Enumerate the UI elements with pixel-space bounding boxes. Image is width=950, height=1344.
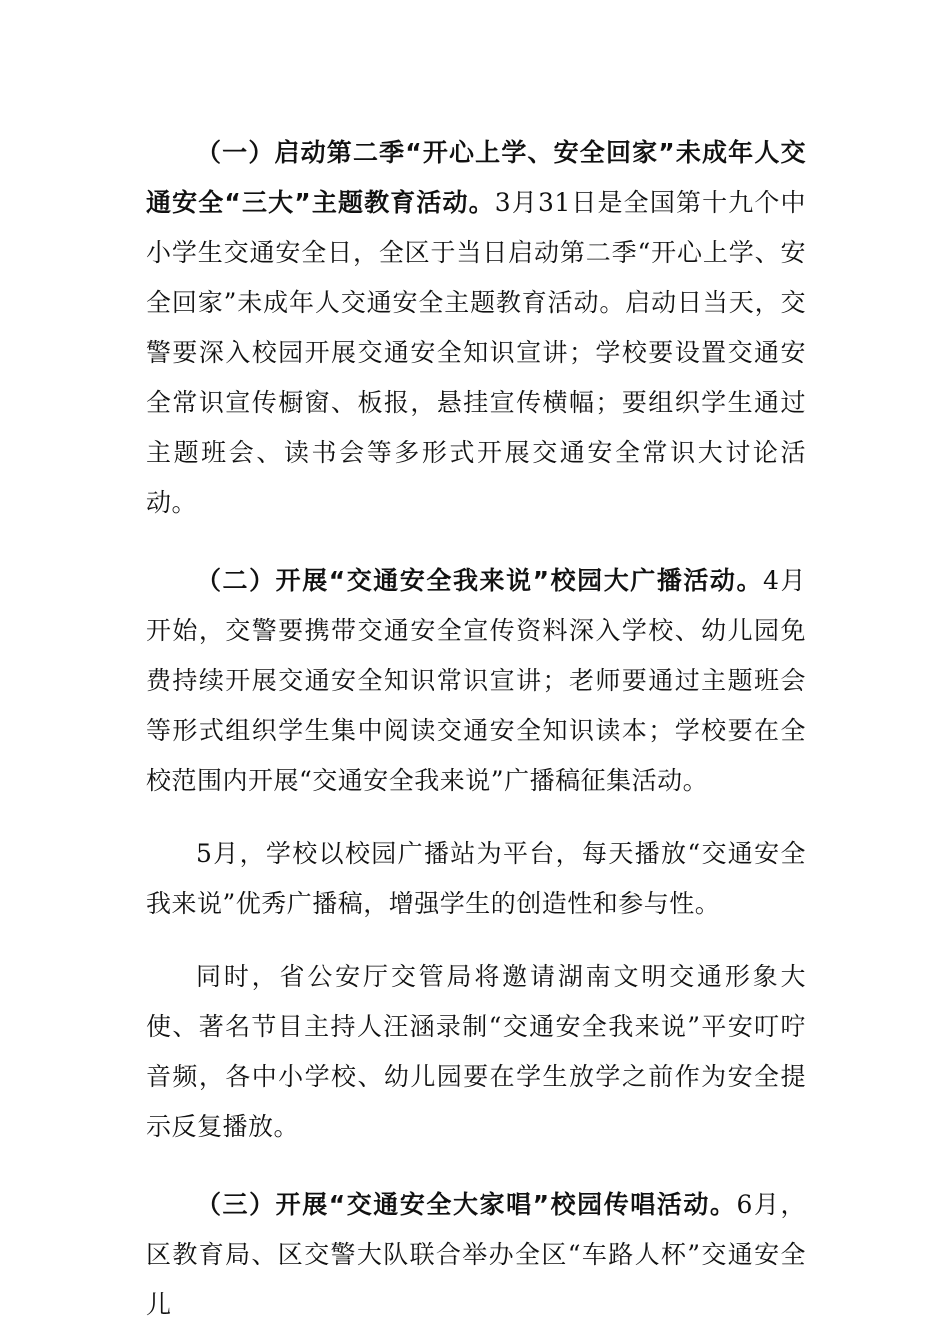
paragraph-5-body: 6月，区教育局、区交警大队联合举办全区“车路人杯”交通安全儿 <box>146 1190 806 1319</box>
paragraph-5 <box>146 1180 806 1330</box>
document-page <box>146 128 806 1330</box>
paragraph-spacer <box>146 1152 806 1180</box>
paragraph-2-heading: （二）开展“交通安全我来说”校园大广播活动。 <box>196 566 764 595</box>
paragraph-2 <box>146 556 806 806</box>
paragraph-1 <box>146 128 806 528</box>
paragraph-1-body: 3月31日是全国第十九个中小学生交通安全日，全区于当日启动第二季“开心上学、安全回家”未成年人交通安全主题教育活动。启动日当天，交警要深入校园开展交通安全知识宣讲；学校要设置交通安全常识宣传橱窗、板报，悬挂宣传横幅；要组织学生通过主题班会、读书会等多形式开展交通安全常识大讨论活动。 <box>146 188 806 517</box>
paragraph-spacer <box>146 806 806 829</box>
paragraph-4 <box>146 952 806 1152</box>
paragraph-3 <box>146 829 806 929</box>
paragraph-1-heading: （一）启动第二季“开心上学、安全回家”未成年人交通安全“三大”主题教育活动。 <box>146 138 806 217</box>
paragraph-spacer <box>146 528 806 556</box>
paragraph-3-body: 5月，学校以校园广播站为平台，每天播放“交通安全我来说”优秀广播稿，增强学生的创造性和参与性。 <box>146 839 806 918</box>
paragraph-5-heading: （三）开展“交通安全大家唱”校园传唱活动。 <box>196 1190 737 1219</box>
paragraph-2-body: 4月开始，交警要携带交通安全宣传资料深入学校、幼儿园免费持续开展交通安全知识常识宣讲；老师要通过主题班会等形式组织学生集中阅读交通安全知识读本；学校要在全校范围内开展“交通安全我来说”广播稿征集活动。 <box>146 566 806 795</box>
paragraph-spacer <box>146 929 806 952</box>
paragraph-4-body: 同时，省公安厅交管局将邀请湖南文明交通形象大使、著名节目主持人汪涵录制“交通安全我来说”平安叮咛音频，各中小学校、幼儿园要在学生放学之前作为安全提示反复播放。 <box>146 962 806 1141</box>
